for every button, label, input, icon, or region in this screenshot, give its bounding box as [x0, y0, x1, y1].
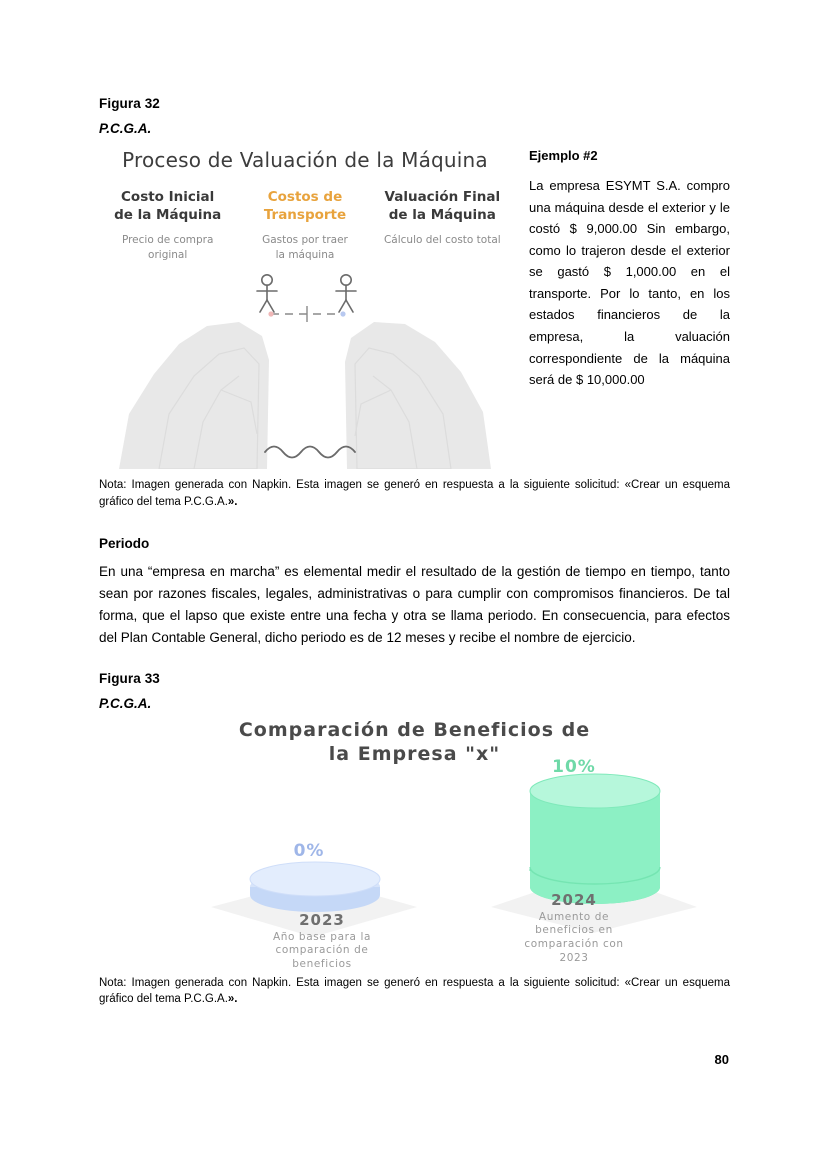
caption-2024: Aumento de beneficios en comparación con 2023 [524, 910, 624, 964]
figure-32-graphic [99, 144, 511, 469]
example-body: La empresa ESYMT S.A. compro una máquina desde el exterior y le costó $ 9,000.00 Sin embargo, como lo trajeron desde el exterior se gastó $ 1,000.00 en el transporte. Por lo tanto, en los estados financieros de la empresa, la valuación correspondiente de la máquina será de $ 10,000.00 [529, 178, 730, 388]
chart-title: Comparación de Beneficios de la Empresa "x" [238, 718, 591, 765]
figure-32-row [99, 144, 730, 469]
category-label-2024: 2024 [551, 890, 597, 909]
column-heading: Costos de Transporte [263, 189, 347, 224]
example-title: Ejemplo #2 [529, 148, 598, 163]
value-label-2024: 10% [552, 756, 596, 777]
category-label-2023: 2023 [299, 910, 345, 929]
figure-32-note-tail: ». [227, 495, 238, 508]
cliffs-illustration [99, 264, 511, 469]
figure-32-note [99, 477, 730, 510]
graphic-columns [99, 188, 511, 262]
page-number: 80 [714, 1052, 729, 1067]
figure-32-note-text: Nota: Imagen generada con Napkin. Esta imagen se generó en respuesta a la siguiente solicitud: «Crear un esquema gráfico del tema P.C.G.A. [99, 479, 730, 508]
periodo-section [99, 536, 730, 648]
graphic-column-costo-inicial [99, 188, 236, 262]
graphic-illustration [99, 264, 511, 469]
figure-33-title: P.C.G.A. [99, 695, 152, 711]
figure-33-label: Figura 33 [99, 670, 160, 686]
column-subtext: Cálculo del costo total [383, 234, 501, 247]
figure-32-title: P.C.G.A. [99, 121, 152, 136]
figure-33-note-text: Nota: Imagen generada con Napkin. Esta imagen se generó en respuesta a la siguiente solicitud: «Crear un esquema gráfico del tema P.C.G.A. [99, 976, 730, 1006]
periodo-body: En una “empresa en marcha” es elemental medir el resultado de la gestión de tiempo en tiempo, tanto sean por razones fiscales, legales, administrativas o para cumplir con compromisos financieros. De tal forma, que el lapso que existe entre una fecha y otra se llama periodo. En consecuencia, para efectos del Plan Contable General, dicho periodo es de 12 meses y recibe el nombre de ejercicio. [99, 564, 730, 645]
figure-33-block [99, 671, 730, 1008]
value-label-2023: 0% [293, 840, 325, 861]
figure-32-label: Figura 32 [99, 96, 160, 111]
column-subtext: Gastos por traer la máquina [262, 234, 348, 261]
page-content [99, 96, 730, 1008]
graphic-column-valuacion-final [374, 188, 511, 262]
figure-33-graphic [99, 718, 730, 971]
periodo-heading: Periodo [99, 536, 150, 552]
figure-33-note-tail: ». [227, 993, 238, 1006]
caption-2023: Año base para la comparación de beneficios [272, 930, 372, 971]
column-heading: Valuación Final de la Máquina [384, 189, 501, 224]
figure-32-block [99, 96, 730, 510]
example-column [529, 144, 730, 391]
column-heading: Costo Inicial de la Máquina [114, 189, 222, 224]
figure-33-note [99, 975, 730, 1008]
graphic-column-costos-transporte [236, 188, 373, 262]
graphic-title: Proceso de Valuación de la Máquina [122, 148, 488, 172]
column-subtext: Precio de compra original [121, 234, 214, 261]
